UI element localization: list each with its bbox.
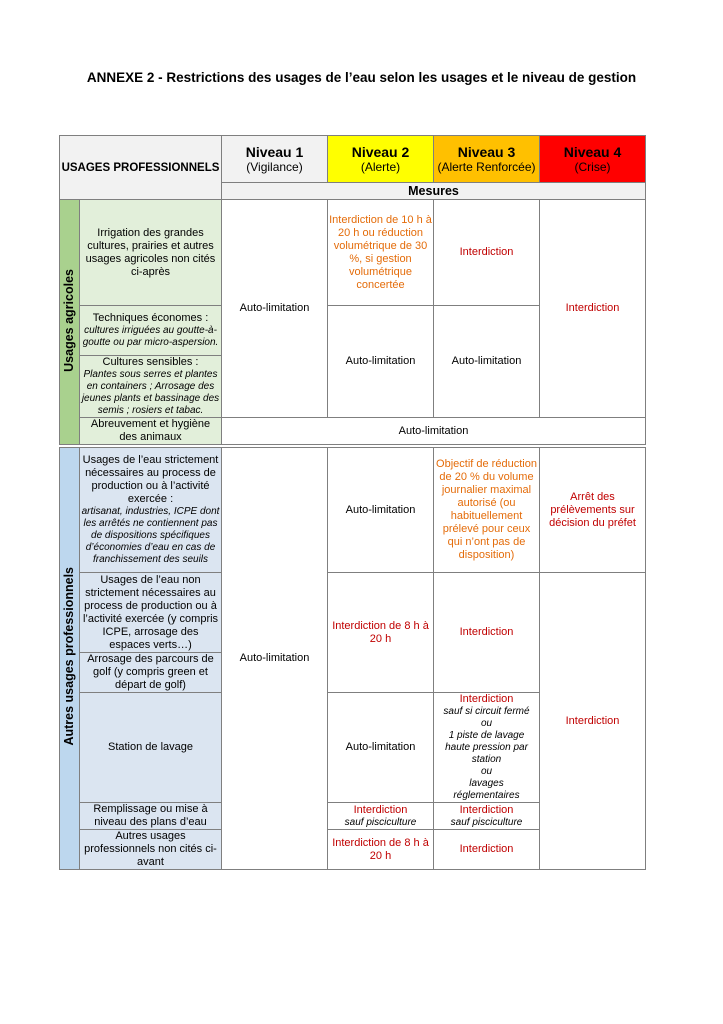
usage-plans-eau: Remplissage ou mise à niveau des plans d’eau xyxy=(80,803,222,830)
cultures-title: Cultures sensibles : xyxy=(102,356,199,368)
lavage-n3 xyxy=(434,693,540,803)
plans-n3-title: Interdiction xyxy=(459,803,514,816)
plans-n3-detail: sauf pisciculture xyxy=(450,816,523,828)
level-2-sub: (Alerte) xyxy=(360,160,401,174)
usage-abreuvement: Abreuvement et hygiène des animaux xyxy=(80,418,222,445)
plans-n2-detail: sauf pisciculture xyxy=(344,816,417,828)
lavage-n2: Auto-limitation xyxy=(328,693,434,803)
strict-n4: Arrêt des prélèvements sur décision du préfet xyxy=(540,448,646,573)
level-1-sub: (Vigilance) xyxy=(246,160,303,174)
usage-irrigation: Irrigation des grandes cultures, prairies et autres usages agricoles non cités ci-après xyxy=(80,200,222,306)
irrigation-n2: Interdiction de 10 h à 20 h ou réduction volumétrique de 30 %, si gestion volumétrique concertée xyxy=(328,200,434,306)
strict-n3: Objectif de réduction de 20 % du volume journalier maximal autorisé (ou habituellement prélevé pour ceux qui n’ont pas de disposition) xyxy=(434,448,540,573)
autres-n1: Auto-limitation xyxy=(222,448,328,870)
category-autres-label: Autres usages professionnels xyxy=(62,567,76,746)
strict-title: Usages de l’eau strictement nécessaires au process de production ou à l’activité exercée : xyxy=(82,454,219,505)
level-3-name: Niveau 3 xyxy=(457,144,516,160)
level-4-sub: (Crise) xyxy=(574,160,611,174)
usage-cultures-sensibles xyxy=(80,356,222,418)
level-2-header xyxy=(328,136,434,183)
agricole-table xyxy=(59,135,646,445)
lavage-n3-detail-3: lavages réglementaires xyxy=(453,778,520,801)
autres-usages-n3: Interdiction xyxy=(434,830,540,870)
usage-autres: Autres usages professionnels non cités ci-avant xyxy=(80,830,222,870)
econome-n2: Auto-limitation xyxy=(328,306,434,418)
non-strict-n2: Interdiction de 8 h à 20 h xyxy=(328,573,434,693)
usage-lavage: Station de lavage xyxy=(80,693,222,803)
level-3-sub: (Alerte Renforcée) xyxy=(437,160,536,174)
techniques-title: Techniques économes : xyxy=(92,312,209,324)
usage-strict xyxy=(80,448,222,573)
category-autres xyxy=(60,448,80,870)
lavage-n3-ou-1: ou xyxy=(480,718,493,729)
category-agricole-label: Usages agricoles xyxy=(62,268,76,372)
level-1-header xyxy=(222,136,328,183)
irrigation-n3: Interdiction xyxy=(434,200,540,306)
document-title: ANNEXE 2 - Restrictions des usages de l’eau selon les usages et le niveau de gestion xyxy=(86,70,637,85)
usages-header: USAGES PROFESSIONNELS xyxy=(60,136,222,200)
cultures-detail: Plantes sous serres et plantes en containers ; Arrosage des jeunes plants et bassinage des semis ; rosiers et tabac. xyxy=(81,369,220,416)
usage-techniques xyxy=(80,306,222,356)
techniques-detail: cultures irriguées au goutte-à-goutte ou par micro-aspersion. xyxy=(82,325,219,348)
level-4-header xyxy=(540,136,646,183)
usage-non-strict: Usages de l’eau non strictement nécessaires au process de production ou à l’activité exercée (y compris ICPE, arrosage des espaces verts…) xyxy=(80,573,222,653)
plans-n3 xyxy=(434,803,540,830)
autres-table xyxy=(59,447,646,870)
level-4-name: Niveau 4 xyxy=(563,144,622,160)
lavage-n3-detail-2: 1 piste de lavage haute pression par station xyxy=(445,730,528,765)
autres-usages-n2: Interdiction de 8 h à 20 h xyxy=(328,830,434,870)
strict-detail: artisanat, industries, ICPE dont les arrêtés ne contiennent pas de dispositions spécifiques d’économies d’eau en cas de franchissement des seuils xyxy=(81,506,220,565)
non-strict-n3: Interdiction xyxy=(434,573,540,693)
plans-n2 xyxy=(328,803,434,830)
econome-n3: Auto-limitation xyxy=(434,306,540,418)
mesures-header: Mesures xyxy=(222,183,646,200)
abreuvement-all: Auto-limitation xyxy=(222,418,646,445)
plans-n2-title: Interdiction xyxy=(353,803,408,816)
level-1-name: Niveau 1 xyxy=(245,144,304,160)
strict-n2: Auto-limitation xyxy=(328,448,434,573)
agricole-n4: Interdiction xyxy=(540,200,646,418)
level-3-header xyxy=(434,136,540,183)
lavage-n3-detail-1: sauf si circuit fermé xyxy=(443,706,530,717)
lavage-n3-title: Interdiction xyxy=(459,693,514,705)
usage-golf: Arrosage des parcours de golf (y compris green et départ de golf) xyxy=(80,653,222,693)
level-2-name: Niveau 2 xyxy=(351,144,410,160)
agricole-n1: Auto-limitation xyxy=(222,200,328,418)
lavage-n3-ou-2: ou xyxy=(480,766,493,777)
autres-n4: Interdiction xyxy=(540,573,646,870)
category-agricole xyxy=(60,200,80,445)
